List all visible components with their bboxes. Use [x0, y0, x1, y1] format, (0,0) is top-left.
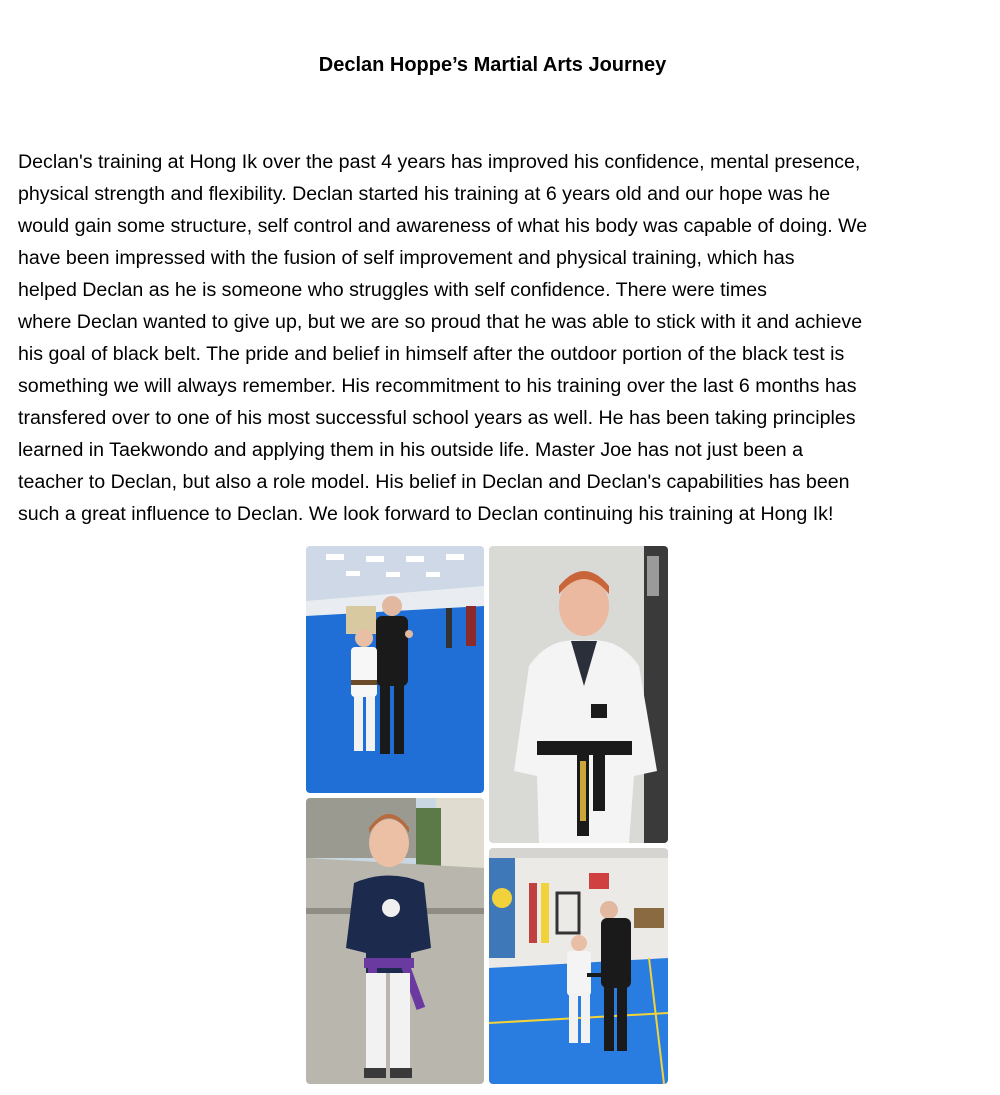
- paragraph-line: transfered over to one of his most successful school years as well. He has been taking principles: [18, 407, 856, 429]
- body-paragraph: [18, 146, 983, 530]
- paragraph-line: helped Declan as he is someone who struggles with self confidence. There were times: [18, 279, 767, 301]
- black-belt-portrait-photo: [489, 546, 668, 843]
- paragraph-line: learned in Taekwondo and applying them in his outside life. Master Joe has not just been a: [18, 439, 803, 461]
- paragraph-line: have been impressed with the fusion of self improvement and physical training, which has: [18, 247, 795, 269]
- purple-belt-outdoor-photo: [306, 798, 484, 1084]
- dojo-thumbs-up-photo: [306, 546, 484, 793]
- paragraph-line: where Declan wanted to give up, but we are so proud that he was able to stick with it and achieve: [18, 311, 863, 333]
- photo-collage: [306, 546, 668, 1084]
- document-title: Declan Hoppe’s Martial Arts Journey: [318, 54, 667, 76]
- paragraph-line: Declan's training at Hong Ik over the past 4 years has improved his confidence, mental presence,: [18, 151, 861, 173]
- paragraph-line: physical strength and flexibility. Declan started his training at 6 years old and our hope was he: [18, 183, 831, 205]
- paragraph-line: such a great influence to Declan. We look forward to Declan continuing his training at Hong Ik!: [18, 503, 834, 525]
- paragraph-line: his goal of black belt. The pride and belief in himself after the outdoor portion of the black test is: [18, 343, 845, 365]
- paragraph-line: teacher to Declan, but also a role model. His belief in Declan and Declan's capabilities has been: [18, 471, 850, 493]
- paragraph-line: something we will always remember. His recommitment to his training over the last 6 months has: [18, 375, 857, 397]
- paragraph-line: would gain some structure, self control and awareness of what his body was capable of doing. We: [18, 215, 868, 237]
- belt-tying-photo: [489, 848, 668, 1084]
